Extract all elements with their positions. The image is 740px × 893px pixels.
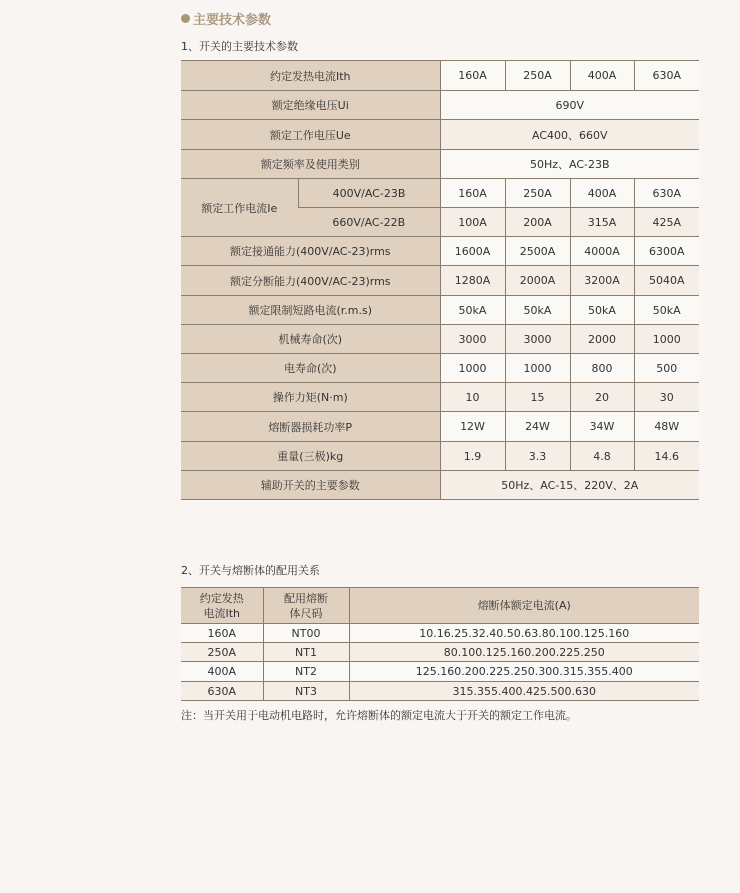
table-row bbox=[181, 91, 699, 120]
column-header bbox=[263, 588, 349, 624]
table-cell: 160A bbox=[440, 179, 505, 208]
section-heading bbox=[181, 9, 271, 28]
table-cell: 2500A bbox=[505, 237, 570, 266]
table-cell: 1280A bbox=[440, 266, 505, 296]
table-cell: 34W bbox=[570, 412, 634, 442]
table-row bbox=[181, 266, 699, 296]
table-cell: 4000A bbox=[570, 237, 634, 266]
table-cell: 160A bbox=[181, 624, 263, 643]
table-cell: 14.6 bbox=[634, 442, 699, 471]
row-label: 额定接通能力(400V/AC-23)rms bbox=[181, 237, 440, 266]
row-label: 辅助开关的主要参数 bbox=[181, 471, 440, 500]
table-cell: 80.100.125.160.200.225.250 bbox=[349, 643, 699, 662]
table-cell: 24W bbox=[505, 412, 570, 442]
table-cell: 690V bbox=[440, 91, 699, 120]
row-label: 约定发热电流Ith bbox=[181, 61, 440, 91]
table-cell: 50kA bbox=[634, 296, 699, 325]
table-cell: 630A bbox=[634, 61, 699, 91]
column-header: 熔断体额定电流(A) bbox=[349, 588, 699, 624]
table-row bbox=[181, 296, 699, 325]
table-row bbox=[181, 412, 699, 442]
table-cell: 10.16.25.32.40.50.63.80.100.125.160 bbox=[349, 624, 699, 643]
table-cell: NT3 bbox=[263, 682, 349, 701]
table-cell: 1600A bbox=[440, 237, 505, 266]
header-text: 配用熔断 体尺码 bbox=[284, 591, 328, 620]
table-cell: 400A bbox=[570, 179, 634, 208]
table-cell: AC400、660V bbox=[440, 120, 699, 150]
table-cell: 1000 bbox=[505, 354, 570, 383]
table-cell: 50kA bbox=[505, 296, 570, 325]
fuse-match-table bbox=[181, 587, 699, 701]
table-row bbox=[181, 471, 699, 500]
table-row bbox=[181, 325, 699, 354]
table-cell: 50kA bbox=[570, 296, 634, 325]
table-row bbox=[181, 662, 699, 682]
tech-params-table bbox=[181, 60, 699, 500]
table-row bbox=[181, 624, 699, 643]
table-cell: 315.355.400.425.500.630 bbox=[349, 682, 699, 701]
table-cell: NT00 bbox=[263, 624, 349, 643]
table-cell: 50Hz、AC-15、220V、2A bbox=[440, 471, 699, 500]
row-label: 电寿命(次) bbox=[181, 354, 440, 383]
table-header-row bbox=[181, 588, 699, 624]
row-label: 额定分断能力(400V/AC-23)rms bbox=[181, 266, 440, 296]
table-cell: 315A bbox=[570, 208, 634, 237]
row-label: 额定限制短路电流(r.m.s) bbox=[181, 296, 440, 325]
row-label: 额定工作电压Ue bbox=[181, 120, 440, 150]
bullet-dot-icon bbox=[181, 14, 190, 23]
table-cell: NT2 bbox=[263, 662, 349, 682]
table-cell: 200A bbox=[505, 208, 570, 237]
table-cell: 15 bbox=[505, 383, 570, 412]
table-cell: 2000A bbox=[505, 266, 570, 296]
footnote: 注：当开关用于电动机电路时，允许熔断体的额定电流大于开关的额定工作电流。 bbox=[181, 709, 577, 722]
table-row bbox=[181, 150, 699, 179]
row-label: 额定频率及使用类别 bbox=[181, 150, 440, 179]
table-cell: 30 bbox=[634, 383, 699, 412]
section-heading-text: 主要技术参数 bbox=[193, 13, 272, 28]
table-cell: 100A bbox=[440, 208, 505, 237]
table-cell: 3000 bbox=[440, 325, 505, 354]
table-row bbox=[181, 61, 699, 91]
table-cell: 3.3 bbox=[505, 442, 570, 471]
row-label: 额定绝缘电压Ui bbox=[181, 91, 440, 120]
table-cell: 2000 bbox=[570, 325, 634, 354]
table-cell: 3200A bbox=[570, 266, 634, 296]
table2-title: 2、开关与熔断体的配用关系 bbox=[181, 564, 320, 577]
row-label: 额定工作电流Ie bbox=[181, 179, 298, 237]
table-cell: 425A bbox=[634, 208, 699, 237]
table-cell: 1000 bbox=[440, 354, 505, 383]
table-row bbox=[181, 237, 699, 266]
table-cell: 50kA bbox=[440, 296, 505, 325]
table-cell: 1000 bbox=[634, 325, 699, 354]
table-cell: 12W bbox=[440, 412, 505, 442]
condition-label: 400V/AC-23B bbox=[298, 179, 440, 208]
table-row bbox=[181, 442, 699, 471]
row-label: 操作力矩(N·m) bbox=[181, 383, 440, 412]
header-text: 约定发热 电流Ith bbox=[199, 591, 244, 620]
table-row bbox=[181, 120, 699, 150]
table-cell: 5040A bbox=[634, 266, 699, 296]
table-cell: 160A bbox=[440, 61, 505, 91]
table-cell: 800 bbox=[570, 354, 634, 383]
table-cell: 630A bbox=[634, 179, 699, 208]
table-row bbox=[181, 179, 699, 208]
table-cell: 20 bbox=[570, 383, 634, 412]
table-cell: 125.160.200.225.250.300.315.355.400 bbox=[349, 662, 699, 682]
row-label: 机械寿命(次) bbox=[181, 325, 440, 354]
table-row bbox=[181, 643, 699, 662]
table-cell: 48W bbox=[634, 412, 699, 442]
table-cell: 250A bbox=[505, 61, 570, 91]
column-header bbox=[181, 588, 263, 624]
table-row bbox=[181, 354, 699, 383]
table1-title: 1、开关的主要技术参数 bbox=[181, 40, 298, 53]
row-label: 熔断器损耗功率P bbox=[181, 412, 440, 442]
table-cell: 50Hz、AC-23B bbox=[440, 150, 699, 179]
table-cell: 250A bbox=[181, 643, 263, 662]
table-cell: 4.8 bbox=[570, 442, 634, 471]
table-cell: 10 bbox=[440, 383, 505, 412]
table-cell: 250A bbox=[505, 179, 570, 208]
table-cell: 3000 bbox=[505, 325, 570, 354]
table-row bbox=[181, 682, 699, 701]
condition-label: 660V/AC-22B bbox=[298, 208, 440, 237]
table-cell: 400A bbox=[181, 662, 263, 682]
table-cell: 630A bbox=[181, 682, 263, 701]
table-row bbox=[181, 383, 699, 412]
row-label: 重量(三极)kg bbox=[181, 442, 440, 471]
table-cell: 6300A bbox=[634, 237, 699, 266]
table-cell: 400A bbox=[570, 61, 634, 91]
table-cell: 500 bbox=[634, 354, 699, 383]
table-cell: 1.9 bbox=[440, 442, 505, 471]
table-cell: NT1 bbox=[263, 643, 349, 662]
